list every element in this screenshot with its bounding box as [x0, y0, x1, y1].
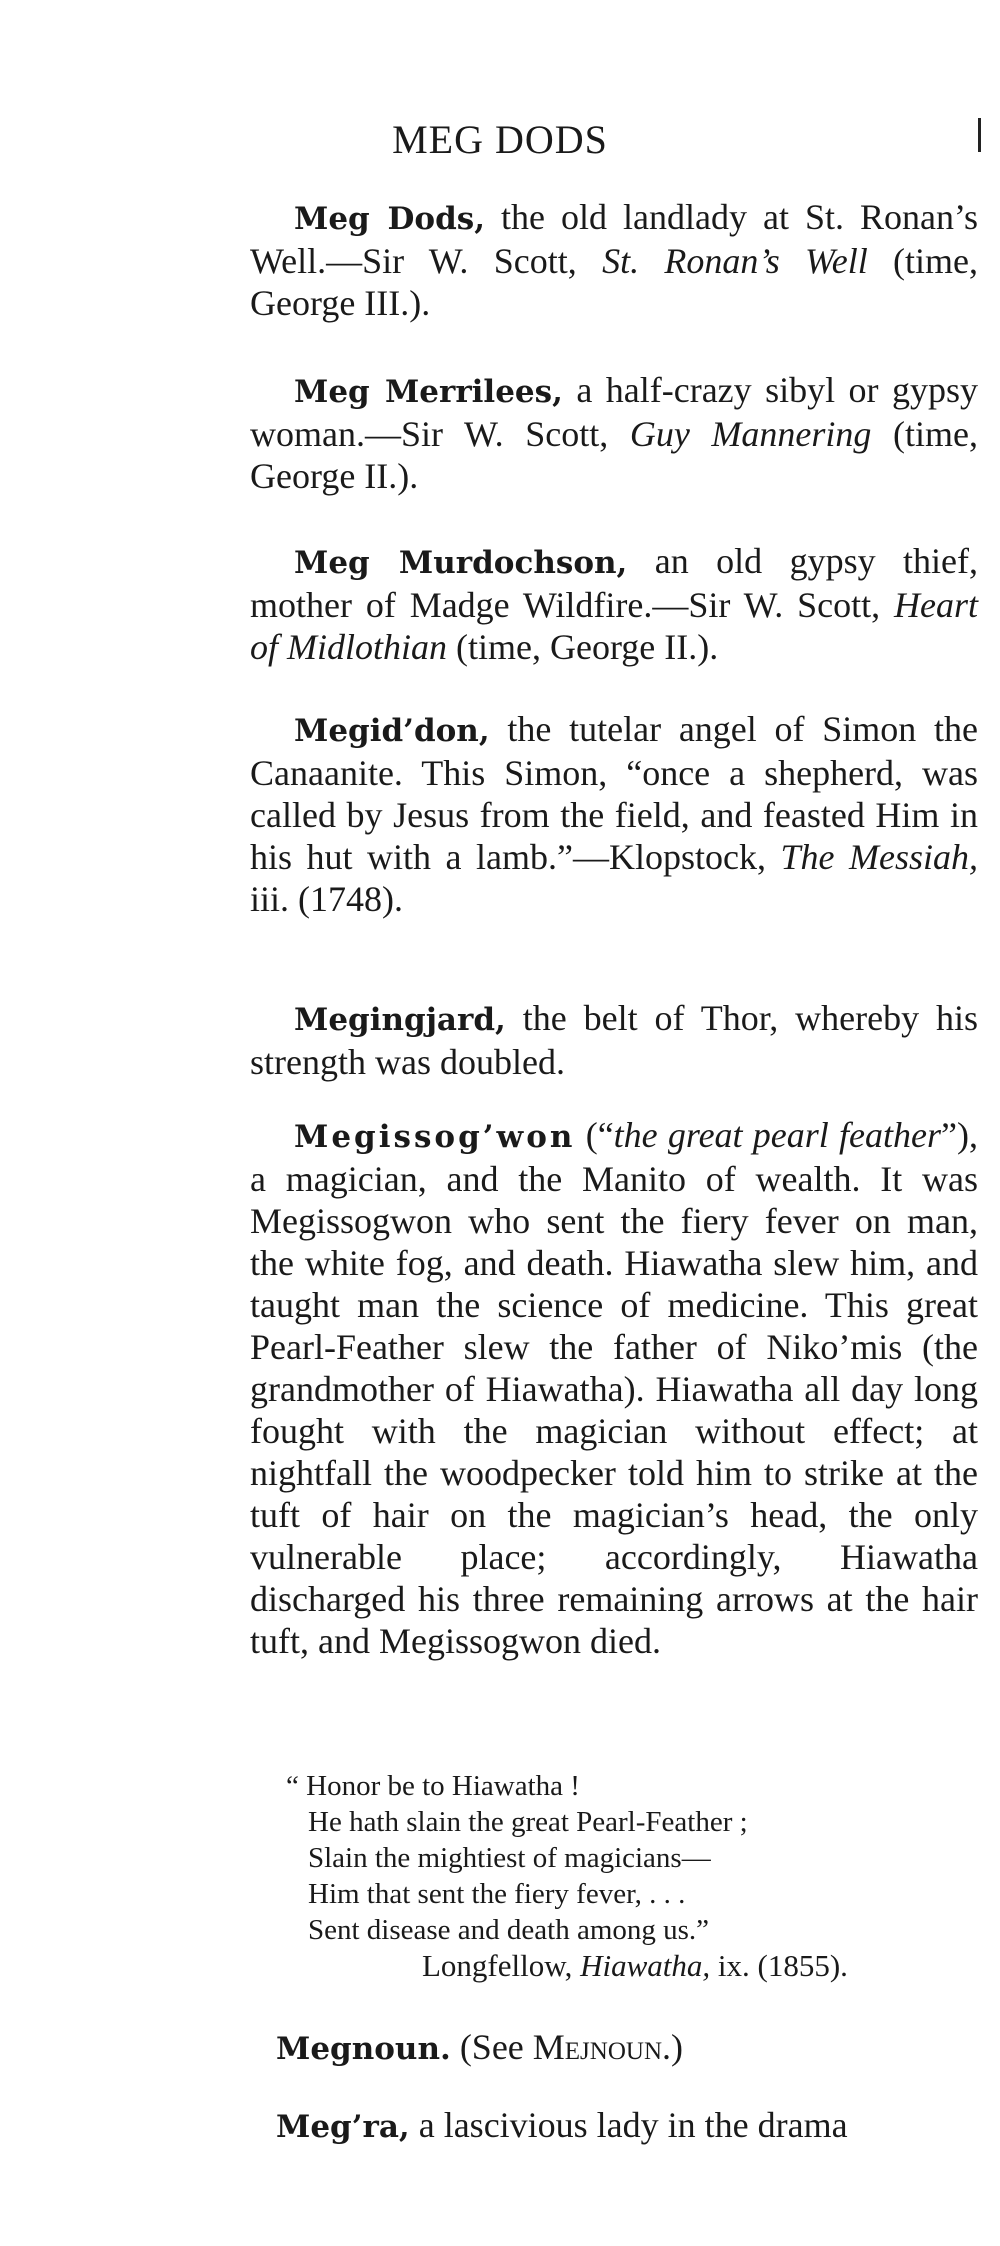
headword: Meg Dods,: [294, 201, 485, 237]
verse-line: Him that sent the fiery fever, . . .: [308, 1878, 686, 1910]
entry-megra: Meg’ra, a lascivious lady in the drama: [276, 2105, 848, 2145]
verse-line: “ Honor be to Hiawatha !: [286, 1770, 580, 1802]
entry-megiddon: Megid’don, the tutelar angel of Simon the Canaanite. This Simon, “once a shepherd, was called by Jesus from the field, and feasted Him in his hut with a lamb.”—Klopstock, The Messiah, iii. (1748).: [250, 709, 978, 919]
entry-megingjard: Megingjard, the belt of Thor, whereby his strength was doubled.: [250, 998, 978, 1082]
verse-line: Slain the mightiest of magicians—: [308, 1842, 711, 1874]
running-head: MEG DODS: [392, 117, 608, 162]
headword: Megnoun.: [276, 2031, 451, 2067]
verse-quotation: [286, 1768, 848, 1984]
headword: Megissog’won: [294, 1119, 576, 1155]
page-edge-mark: [978, 118, 981, 152]
verse-attribution: Longfellow, Hiawatha, ix. (1855).: [422, 1948, 848, 1983]
entry-meg-merrilees: Meg Merrilees, a half-crazy sibyl or gypsy woman.—Sir W. Scott, Guy Mannering (time, George II.).: [250, 370, 978, 496]
headword: Megingjard,: [294, 1002, 506, 1038]
entry-megnoun: Megnoun. (See Mejnoun.): [276, 2027, 684, 2067]
verse-line: Sent disease and death among us.”: [308, 1914, 710, 1946]
entry-megissogwon: Megissog’won (“the great pearl feather”), a magician, and the Manito of wealth. It was Megissogwon who sent the fiery fever on man, the white fog, and death. Hiawatha slew him, and taught man the science of medicine. This great Pearl-Feather slew the father of Niko’mis (the grandmother of Hiawatha). Hiawatha all day long fought with the magician without effect; at nightfall the woodpecker told him to strike at the tuft of hair on the magician’s head, the only vulnerable place; accordingly, Hiawatha discharged his three remaining arrows at the hair tuft, and Megissogwon died.: [250, 1115, 978, 1661]
headword: Meg’ra,: [276, 2109, 410, 2145]
verse-line: He hath slain the great Pearl-Feather ;: [308, 1806, 748, 1838]
headword: Megid’don,: [294, 713, 490, 749]
entry-meg-dods: Meg Dods, the old landlady at St. Ronan’s Well.—Sir W. Scott, St. Ronan’s Well (time, George III.).: [250, 197, 978, 323]
headword: Meg Merrilees,: [294, 374, 563, 410]
headword: Meg Murdochson,: [294, 545, 628, 581]
entry-meg-murdochson: Meg Murdochson, an old gypsy thief, mother of Madge Wildfire.—Sir W. Scott, Heart of Midlothian (time, George II.).: [250, 541, 978, 667]
